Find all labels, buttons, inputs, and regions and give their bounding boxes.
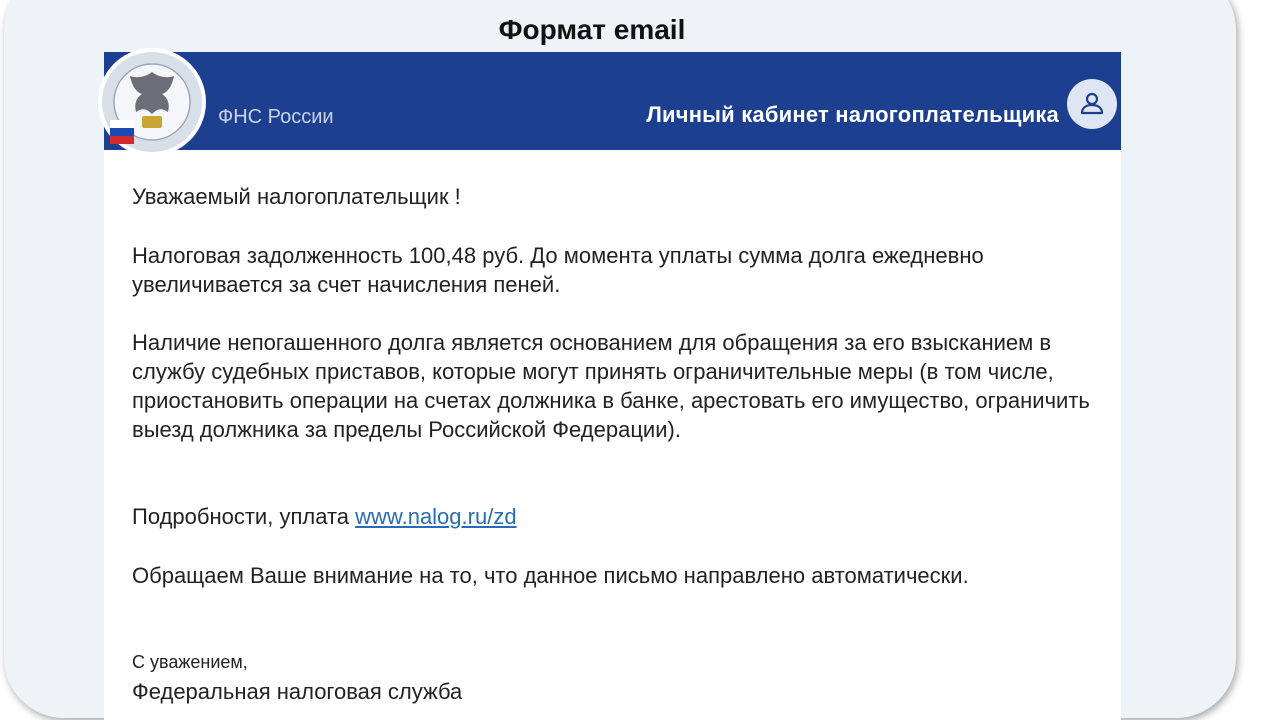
details-link[interactable]: www.nalog.ru/zd <box>355 504 517 529</box>
slide-heading: Формат email <box>498 14 686 45</box>
regards-text: С уважением, <box>132 652 248 672</box>
user-icon <box>1079 91 1105 117</box>
notice-paragraph: Наличие непогашенного долга является основанием для обращения за его взысканием в службу судебных приставов, которые могут принять ограничительные меры (в том числе, приостановить операции на счетах должника в банке, арестовать его имущество, ограничить выезд должника за пределы Российской Федерации). <box>132 330 1090 442</box>
email-banner <box>104 52 1121 150</box>
user-account-button[interactable] <box>1067 79 1117 129</box>
fns-emblem-logo <box>96 46 208 158</box>
details-line <box>132 502 517 531</box>
debt-paragraph: Налоговая задолженность 100,48 руб. До момента уплаты сумма долга ежедневно увеличивается за счет начисления пеней. <box>132 243 984 297</box>
details-label: Подробности, уплата <box>132 504 350 529</box>
greeting-text: Уважаемый налогоплательщик ! <box>132 184 461 209</box>
signature-text: Федеральная налоговая служба <box>132 679 463 704</box>
cabinet-title: Личный кабинет налогоплательщика <box>646 102 1059 127</box>
org-name: ФНС России <box>218 106 334 128</box>
auto-notice-paragraph: Обращаем Ваше внимание на то, что данное письмо направлено автоматически. <box>132 563 969 588</box>
email-preview <box>104 52 1121 720</box>
